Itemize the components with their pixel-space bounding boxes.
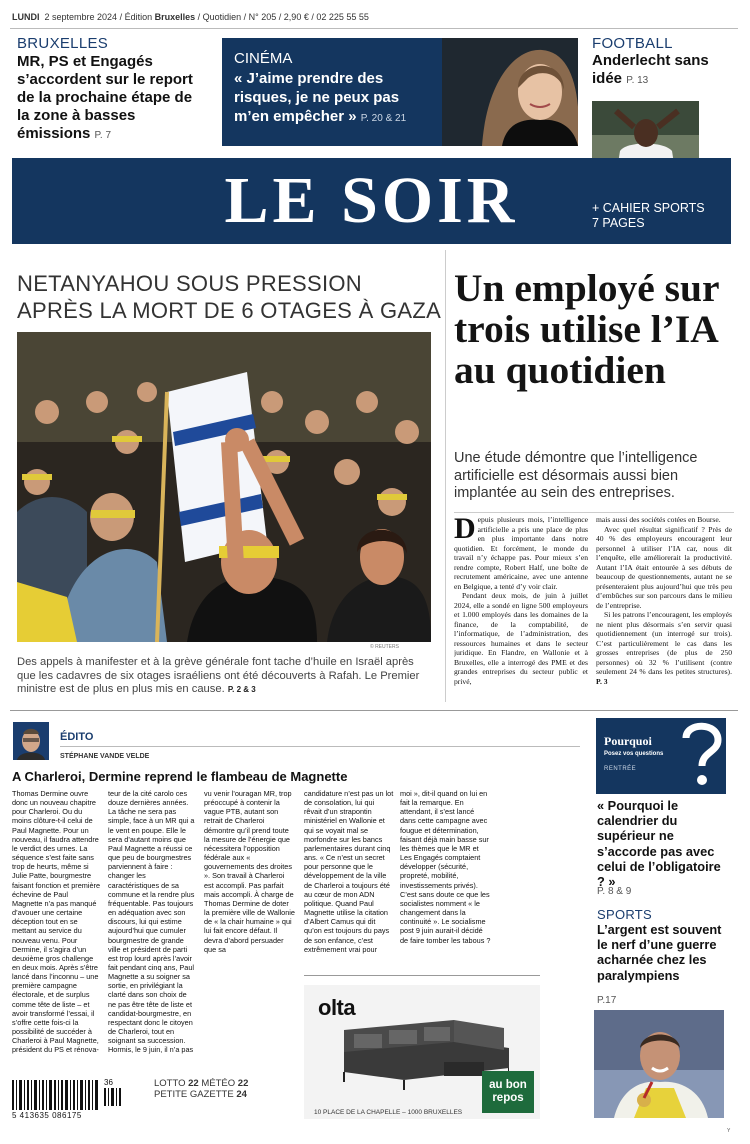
- dateline-details: / Quotidien / N° 205 / 2,90 € / 02 225 55 55: [197, 12, 369, 22]
- editorialist-avatar: [13, 722, 49, 760]
- barcode: [12, 1080, 98, 1110]
- main-story-column-2: [596, 515, 732, 705]
- teaser-football-headline: [592, 52, 732, 90]
- main-story-headline[interactable]: Un employé sur trois utilise l’IA au quotidien: [454, 266, 719, 392]
- sports-supplement[interactable]: [592, 201, 730, 231]
- dateline-day: LUNDI: [12, 12, 40, 22]
- lotto-label: LOTTO: [154, 1078, 186, 1089]
- meteo-label: MÉTÉO: [201, 1078, 236, 1089]
- main-story-page: P. 3: [596, 676, 608, 686]
- sports-page: P.17: [597, 995, 617, 1006]
- logo-line2: repos: [492, 1092, 524, 1104]
- main-story-col2-text: mais aussi des sociétés cotées en Bourse.: [596, 515, 721, 524]
- column-divider: [445, 250, 446, 702]
- edito-rule: [60, 746, 580, 747]
- au-bon-repos-logo: [482, 1071, 534, 1113]
- teaser-cinema-quote: [234, 69, 434, 128]
- main-story-rule: [454, 512, 734, 513]
- main-story-column-1: [454, 515, 588, 705]
- main-story-col2b-text: Avec quel résultat significatif ? Près de 40 % des employeurs encouragent leur personnel à utiliser l’IA car, nous dit l’enquête, elle améliorerait la productivité. Autant l’IA était entourée à ses débuts de beaucoup de questionnements, autant ne se présenteraient plus aujourd’hui que très peu d’embûches sur son parcours dans le milieu de l’entreprise.: [596, 524, 732, 610]
- pourquoi-headline[interactable]: « Pourquoi le calendrier du supérieur ne s’accorde pas avec celui de l’obligatoire ? »: [597, 798, 721, 890]
- dateline-edition: Bruxelles: [154, 12, 196, 22]
- pourquoi-tag: RENTRÉE: [604, 766, 637, 772]
- teaser-left-headline-text: MR, PS et Engagés s’accordent sur le report de la prochaine étape de la zone à basses émissions: [17, 53, 193, 142]
- sports-supplement-line1: + CAHIER SPORTS: [592, 201, 705, 215]
- main-story-col2c-content: Si les patrons l’encouragent, les employés ne nient plus désormais s’en servir quasi quotidiennement (un interrogé sur trois). C’est particulièrement le cas dans les grosses entreprises (de plus de 250 personnes) où 32 % l’utilisent (contre seulement 24 % dans les petites structures).: [596, 610, 732, 676]
- main-story-subhead: Une étude démontre que l’intelligence artificielle est désormais aussi bien implantée au sein des entreprises.: [454, 450, 698, 501]
- dateline-date: 2 septembre 2024 / Édition: [44, 12, 153, 22]
- pourquoi-box[interactable]: [596, 718, 726, 794]
- teaser-cinema[interactable]: [222, 38, 578, 146]
- teaser-left-headline: [17, 53, 202, 145]
- teaser-left-page: P. 7: [94, 130, 112, 141]
- main-story-col2c-text: [596, 610, 732, 686]
- teaser-left[interactable]: [17, 35, 202, 145]
- ad-brand: olta: [318, 995, 356, 1020]
- ad-block[interactable]: [304, 985, 540, 1119]
- edito-label: ÉDITO: [60, 731, 94, 743]
- gazette-page: 24: [236, 1089, 247, 1100]
- teaser-cinema-text: [234, 50, 434, 128]
- teaser-cinema-kicker: CINÉMA: [234, 50, 293, 67]
- corner-mark: Y: [727, 1128, 731, 1134]
- footer-index-row1: [154, 1078, 284, 1089]
- edito-column-5: moi », dit-il quand on lui en fait la remarque. En attendant, il s’est lancé dans cette campagne avec fougue et détermination, faisant déjà main basse sur les thèmes que le MR et Les Engagés comptaient développer (sécurité, propreté, mobilité, investissements privés). C’est sans doute ce que les socialistes nomment « le changement dans la continuité ». Le socialisme post 9 juin aurait-il décidé de faire tomber les tabous ?: [400, 789, 491, 945]
- footer-index-row2: [154, 1089, 284, 1100]
- lead-headline[interactable]: [17, 270, 447, 324]
- lead-photo-credit: © REUTERS: [370, 644, 399, 650]
- edito-column-1: Thomas Dermine ouvre donc un nouveau chapitre pour Charleroi. Ou du moins clôture-t-il celui de Paul Magnette. Pour un nouveau, il faudra attendre le verdict des urnes. La séquence s’est faite sans trop de heurts, même si Julie Patte, bourgmestre faisant fonction et première échevine de Paul Magnette n’a pas manqué d’avouer une certaine déception tout en se mettant au service du nouveau venu. Pour Dermine, il s’agira d’un deuxième gros challenge en deux mois. Après s’être lancé dans l’inconnu – une première campagne électorale, et de surplus comme tête de liste – et avoir transformé l’essai, il s’offre cette fois-ci la possibilité de succéder à Charleroi à Paul Magnette, président du PS et rénova-: [12, 789, 100, 1055]
- lead-headline-line1: NETANYAHOU SOUS PRESSION: [17, 271, 362, 296]
- lead-headline-line2: APRÈS LA MORT DE 6 OTAGES À GAZA: [17, 298, 442, 323]
- dateline: [12, 12, 369, 22]
- teaser-football-headline-text: Anderlecht sans idée: [592, 52, 709, 87]
- teaser-football[interactable]: [592, 35, 732, 90]
- mid-rule: [10, 710, 738, 711]
- pourquoi-page: P. 8 & 9: [597, 886, 632, 897]
- barcode-number: 5 413635 086175: [12, 1111, 82, 1120]
- gazette-label: PETITE GAZETTE: [154, 1089, 234, 1100]
- teaser-football-kicker: FOOTBALL: [592, 35, 673, 52]
- lead-caption-text: Des appels à manifester et à la grève générale font tache d’huile en Israël après que les cadavres de six otages israéliens ont été découverts à Rafah. Le Premier ministre est de plus en plus mis en cause.: [17, 656, 420, 695]
- lead-photo: [17, 332, 431, 642]
- logo-line1: au bon: [489, 1079, 527, 1091]
- paralympian-photo: [594, 1010, 724, 1118]
- teaser-football-page: P. 13: [626, 75, 649, 86]
- main-story-col1-text: epuis plusieurs mois, l’intelligence artificielle a pris une place de plus en plus importante dans notre quotidien. Et forcément, le monde du travail n’y échappe pas. Pour mieux s’en rendre compte, Robert Half, une boîte de recrutement américaine, avec une antenne en Belgique, a tenté d’y voir clair.: [454, 515, 588, 591]
- sports-supplement-line2: 7 PAGES: [592, 216, 645, 230]
- edito-column-4: candidature n’est pas un lot de consolation, lui qui rêvait d’un strapontin ministériel en Wallonie et qui se voyait mal se morfondre sur les bancs parlementaires durant cinq ans. « Ce n’est un secret pour personne que le développement de la ville de Charleroi a toujours été au cœur de mon ADN politique. Quand Paul Magnette utilise la citation d’Albert Camus qui dit qu’on est toujours du pays de son enfance, c’est extrêmement vrai pour: [304, 789, 394, 954]
- meteo-page: 22: [237, 1078, 249, 1089]
- teaser-left-kicker: BRUXELLES: [17, 35, 109, 52]
- ad-rule: [304, 975, 540, 976]
- actress-photo: [442, 38, 578, 146]
- edito-column-2: teur de la cité carolo ces douze dernières années. La tâche ne sera pas simple, face à un MR qui a le vent en poupe. Elle le sera d’autant moins que Paul Magnette a réussi ce que peu de bourgmestres parviennent à faire : changer les caractéristiques de sa commune et la rendre plus fréquentable. Pas toujours en adéquation avec son discours, lui qui estime aujourd’hui que cumuler bourgmestre de grande ville et président de parti est trop lourd après l’avoir fait pendant cinq ans, Paul Magnette a su soigner sa sortie, en privilégiant la clarté dans son choix de ne pas être tête de liste et candidat-bourgmestre, en respectant donc le citoyen de Charleroi, tout en soignant sa succession. Hormis, le 9 juin, il n’a pas: [108, 789, 195, 1055]
- question-mark-icon: [678, 720, 724, 794]
- teaser-cinema-quote-text: « J’aime prendre des risques, je ne peux pas m’en empêcher »: [234, 70, 400, 125]
- lead-caption-page: P. 2 & 3: [227, 685, 256, 694]
- edito-headline[interactable]: A Charleroi, Dermine reprend le flambeau de Magnette: [12, 769, 348, 784]
- sports-kicker: SPORTS: [597, 907, 653, 922]
- lead-caption: [17, 656, 432, 697]
- pourquoi-title: Pourquoi: [604, 734, 652, 748]
- ad-address: 10 PLACE DE LA CHAPELLE – 1000 BRUXELLES: [314, 1109, 463, 1116]
- edito-column-3: vu venir l’ouragan MR, trop préoccupé à contenir la vague PTB, autant son retrait de Charleroi démontre qu’il prend toute la mesure de l’énergie que nécessitera l’opposition fédérale aux « gouvernements des droites ». Son travail à Charleroi est accompli. Pas parfait mais accompli. À charge de Thomas Dermine de doter la première ville de Wallonie de « la chair humaine » qui lui fait encore défaut. Il devra d’abord persuader que sa: [204, 789, 295, 954]
- edito-author: STÉPHANE VANDE VELDE: [60, 753, 150, 760]
- main-story-col1b-text: Pendant deux mois, de juin à juillet 2024, elle a sondé en ligne 500 employeurs et 1.000 employés dans les domaines de la finance, de la comptabilité, de l’informatique, de l’administration, des ressources humaines et dans le secteur juridique. En Flandre, en Wallonie et à Bruxelles, elle a interrogé des PME et des grandes entreprises du secteur public et privé,: [454, 591, 588, 686]
- teaser-cinema-page: P. 20 & 21: [360, 113, 407, 124]
- footer-index[interactable]: [154, 1078, 284, 1100]
- lotto-page: 22: [188, 1078, 199, 1089]
- main-story-dropcap: D: [454, 515, 476, 545]
- masthead-title: LE SOIR: [224, 164, 519, 237]
- sports-headline[interactable]: L’argent est souvent le nerf d’une guerre acharnée chez les paralympiens: [597, 922, 722, 983]
- pourquoi-subtitle: Posez vos questions: [604, 751, 664, 757]
- issue-barcode: [104, 1088, 124, 1106]
- top-rule: [10, 28, 738, 29]
- issue-number: 36: [104, 1078, 113, 1087]
